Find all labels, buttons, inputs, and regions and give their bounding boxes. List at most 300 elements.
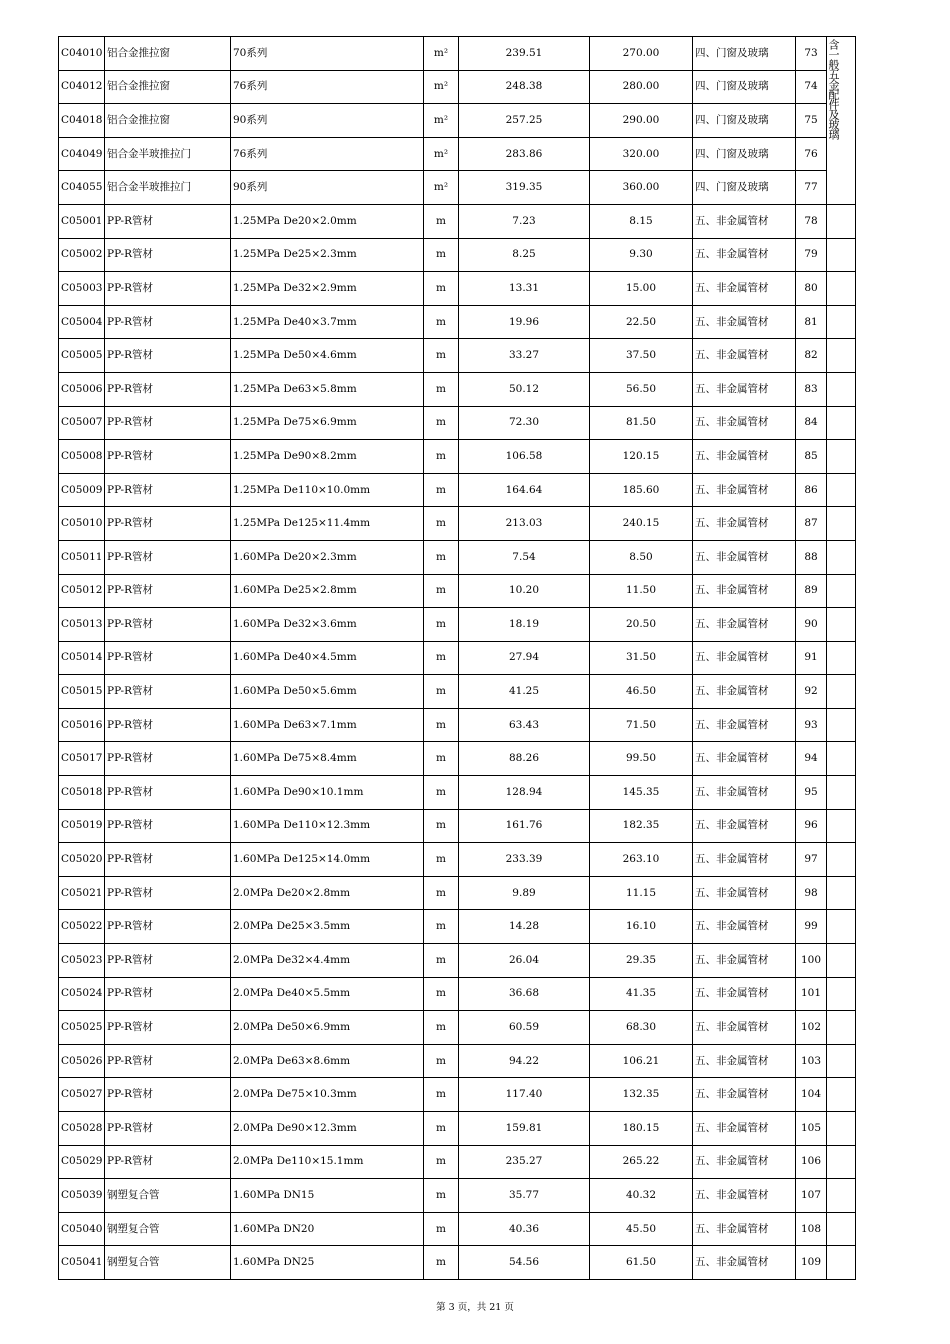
table-row (59, 809, 856, 843)
table-row (59, 608, 856, 642)
item-code: C04055 (59, 171, 105, 205)
item-spec: 2.0MPa De90×12.3mm (231, 1112, 424, 1146)
item-price-incl: 71.50 (590, 708, 693, 742)
item-name: PP-R管材 (105, 305, 231, 339)
item-price-excl: 13.31 (459, 272, 590, 306)
item-code: C05012 (59, 574, 105, 608)
item-price-excl: 26.04 (459, 944, 590, 978)
table-row (59, 171, 856, 205)
item-spec: 1.25MPa De20×2.0mm (231, 204, 424, 238)
item-code: C05009 (59, 473, 105, 507)
item-category: 五、非金属管材 (693, 1145, 796, 1179)
item-code: C05018 (59, 776, 105, 810)
item-number: 75 (796, 104, 827, 138)
item-number: 97 (796, 843, 827, 877)
item-spec: 1.60MPa De90×10.1mm (231, 776, 424, 810)
item-number: 78 (796, 204, 827, 238)
item-number: 74 (796, 70, 827, 104)
item-price-excl: 128.94 (459, 776, 590, 810)
item-category: 五、非金属管材 (693, 675, 796, 709)
item-spec: 2.0MPa De50×6.9mm (231, 1011, 424, 1045)
item-code: C05011 (59, 540, 105, 574)
table-row (59, 440, 856, 474)
item-unit: m (424, 238, 459, 272)
item-category: 五、非金属管材 (693, 574, 796, 608)
item-price-incl: 9.30 (590, 238, 693, 272)
item-code: C05013 (59, 608, 105, 642)
item-unit: m (424, 204, 459, 238)
item-name: PP-R管材 (105, 1078, 231, 1112)
table-row (59, 944, 856, 978)
item-code: C05040 (59, 1212, 105, 1246)
item-price-incl: 99.50 (590, 742, 693, 776)
item-price-excl: 40.36 (459, 1212, 590, 1246)
item-price-excl: 7.54 (459, 540, 590, 574)
item-number: 87 (796, 507, 827, 541)
item-price-excl: 10.20 (459, 574, 590, 608)
remark-cell (827, 1011, 856, 1045)
table-row (59, 204, 856, 238)
item-category: 五、非金属管材 (693, 305, 796, 339)
item-category: 四、门窗及玻璃 (693, 37, 796, 71)
item-number: 101 (796, 977, 827, 1011)
table-row (59, 574, 856, 608)
item-name: PP-R管材 (105, 1145, 231, 1179)
item-code: C05026 (59, 1044, 105, 1078)
remark-cell (827, 608, 856, 642)
item-price-excl: 33.27 (459, 339, 590, 373)
table-row (59, 910, 856, 944)
item-name: PP-R管材 (105, 574, 231, 608)
item-number: 91 (796, 641, 827, 675)
item-price-incl: 61.50 (590, 1246, 693, 1280)
item-price-incl: 240.15 (590, 507, 693, 541)
item-code: C05029 (59, 1145, 105, 1179)
item-name: 铝合金推拉窗 (105, 70, 231, 104)
item-price-excl: 159.81 (459, 1112, 590, 1146)
item-name: PP-R管材 (105, 272, 231, 306)
item-number: 89 (796, 574, 827, 608)
table-row (59, 70, 856, 104)
item-spec: 1.60MPa De125×14.0mm (231, 843, 424, 877)
item-category: 五、非金属管材 (693, 1011, 796, 1045)
remark-cell (827, 540, 856, 574)
remark-cell (827, 843, 856, 877)
table-row (59, 742, 856, 776)
item-number: 88 (796, 540, 827, 574)
item-unit: m (424, 540, 459, 574)
item-price-incl: 106.21 (590, 1044, 693, 1078)
item-price-incl: 11.15 (590, 876, 693, 910)
item-code: C05008 (59, 440, 105, 474)
item-name: PP-R管材 (105, 507, 231, 541)
item-name: 铝合金推拉窗 (105, 104, 231, 138)
table-row (59, 104, 856, 138)
item-name: PP-R管材 (105, 876, 231, 910)
item-code: C05006 (59, 372, 105, 406)
item-number: 77 (796, 171, 827, 205)
item-spec: 1.60MPa De110×12.3mm (231, 809, 424, 843)
remark-text: 含一般五金配件及玻璃 (827, 39, 840, 139)
item-spec: 1.25MPa De50×4.6mm (231, 339, 424, 373)
item-name: PP-R管材 (105, 406, 231, 440)
item-name: PP-R管材 (105, 1044, 231, 1078)
table-row (59, 305, 856, 339)
item-spec: 2.0MPa De63×8.6mm (231, 1044, 424, 1078)
item-number: 96 (796, 809, 827, 843)
item-price-incl: 81.50 (590, 406, 693, 440)
item-unit: m (424, 675, 459, 709)
table-row (59, 238, 856, 272)
item-category: 四、门窗及玻璃 (693, 104, 796, 138)
remark-cell (827, 305, 856, 339)
item-category: 五、非金属管材 (693, 272, 796, 306)
item-spec: 1.60MPa DN15 (231, 1179, 424, 1213)
item-category: 五、非金属管材 (693, 977, 796, 1011)
item-price-incl: 16.10 (590, 910, 693, 944)
item-name: PP-R管材 (105, 372, 231, 406)
item-spec: 1.25MPa De90×8.2mm (231, 440, 424, 474)
item-price-excl: 233.39 (459, 843, 590, 877)
item-price-excl: 9.89 (459, 876, 590, 910)
remark-cell (827, 944, 856, 978)
item-category: 五、非金属管材 (693, 406, 796, 440)
page-footer: 第 3 页，共 21 页 (436, 1302, 514, 1313)
item-unit: m (424, 1078, 459, 1112)
item-price-excl: 50.12 (459, 372, 590, 406)
item-price-excl: 27.94 (459, 641, 590, 675)
item-code: C04012 (59, 70, 105, 104)
item-number: 73 (796, 37, 827, 71)
item-spec: 1.25MPa De25×2.3mm (231, 238, 424, 272)
table-body (59, 37, 856, 1280)
item-name: PP-R管材 (105, 540, 231, 574)
item-spec: 1.25MPa De125×11.4mm (231, 507, 424, 541)
item-unit: m (424, 272, 459, 306)
item-price-excl: 213.03 (459, 507, 590, 541)
table-row (59, 1212, 856, 1246)
item-code: C05002 (59, 238, 105, 272)
item-price-excl: 72.30 (459, 406, 590, 440)
item-category: 五、非金属管材 (693, 944, 796, 978)
item-category: 五、非金属管材 (693, 876, 796, 910)
item-price-incl: 265.22 (590, 1145, 693, 1179)
remark-cell (827, 977, 856, 1011)
item-number: 83 (796, 372, 827, 406)
item-price-excl: 164.64 (459, 473, 590, 507)
item-name: PP-R管材 (105, 1112, 231, 1146)
item-name: 铝合金半玻推拉门 (105, 137, 231, 171)
item-code: C05023 (59, 944, 105, 978)
remark-cell (827, 574, 856, 608)
item-spec: 1.60MPa DN20 (231, 1212, 424, 1246)
item-spec: 1.25MPa De75×6.9mm (231, 406, 424, 440)
item-price-incl: 263.10 (590, 843, 693, 877)
item-number: 92 (796, 675, 827, 709)
item-price-incl: 40.32 (590, 1179, 693, 1213)
item-unit: m (424, 507, 459, 541)
item-code: C05021 (59, 876, 105, 910)
item-price-incl: 11.50 (590, 574, 693, 608)
table-row (59, 473, 856, 507)
item-category: 五、非金属管材 (693, 204, 796, 238)
remark-cell (827, 1179, 856, 1213)
item-name: PP-R管材 (105, 910, 231, 944)
remark-cell (827, 910, 856, 944)
item-price-excl: 8.25 (459, 238, 590, 272)
item-price-excl: 18.19 (459, 608, 590, 642)
item-category: 五、非金属管材 (693, 440, 796, 474)
item-code: C04018 (59, 104, 105, 138)
remark-cell (827, 1112, 856, 1146)
table-row (59, 641, 856, 675)
table-row (59, 137, 856, 171)
remark-cell (827, 675, 856, 709)
item-unit: m (424, 809, 459, 843)
item-unit: m² (424, 37, 459, 71)
item-spec: 1.60MPa De63×7.1mm (231, 708, 424, 742)
item-unit: m (424, 372, 459, 406)
item-price-incl: 290.00 (590, 104, 693, 138)
item-unit: m (424, 574, 459, 608)
item-number: 82 (796, 339, 827, 373)
item-code: C05024 (59, 977, 105, 1011)
item-number: 109 (796, 1246, 827, 1280)
item-spec: 1.60MPa De32×3.6mm (231, 608, 424, 642)
item-category: 五、非金属管材 (693, 372, 796, 406)
item-price-excl: 248.38 (459, 70, 590, 104)
item-price-incl: 56.50 (590, 372, 693, 406)
item-spec: 2.0MPa De110×15.1mm (231, 1145, 424, 1179)
item-category: 五、非金属管材 (693, 1212, 796, 1246)
item-spec: 1.25MPa De40×3.7mm (231, 305, 424, 339)
item-unit: m (424, 305, 459, 339)
item-name: PP-R管材 (105, 977, 231, 1011)
item-number: 102 (796, 1011, 827, 1045)
item-price-excl: 239.51 (459, 37, 590, 71)
item-code: C05020 (59, 843, 105, 877)
item-unit: m² (424, 70, 459, 104)
item-category: 五、非金属管材 (693, 641, 796, 675)
item-price-incl: 132.35 (590, 1078, 693, 1112)
item-spec: 1.25MPa De63×5.8mm (231, 372, 424, 406)
item-code: C05039 (59, 1179, 105, 1213)
item-category: 五、非金属管材 (693, 708, 796, 742)
item-number: 93 (796, 708, 827, 742)
item-number: 84 (796, 406, 827, 440)
item-spec: 2.0MPa De75×10.3mm (231, 1078, 424, 1112)
item-unit: m² (424, 104, 459, 138)
table-row (59, 1078, 856, 1112)
item-number: 98 (796, 876, 827, 910)
item-name: PP-R管材 (105, 708, 231, 742)
item-price-excl: 117.40 (459, 1078, 590, 1112)
remark-cell (827, 272, 856, 306)
item-price-incl: 15.00 (590, 272, 693, 306)
item-price-incl: 320.00 (590, 137, 693, 171)
item-price-excl: 14.28 (459, 910, 590, 944)
item-price-incl: 20.50 (590, 608, 693, 642)
item-number: 106 (796, 1145, 827, 1179)
remark-cell (827, 1246, 856, 1280)
item-code: C05017 (59, 742, 105, 776)
item-price-excl: 7.23 (459, 204, 590, 238)
item-name: PP-R管材 (105, 608, 231, 642)
item-name: PP-R管材 (105, 809, 231, 843)
item-spec: 76系列 (231, 70, 424, 104)
item-code: C05016 (59, 708, 105, 742)
table-row (59, 977, 856, 1011)
item-unit: m (424, 1179, 459, 1213)
item-spec: 1.60MPa De25×2.8mm (231, 574, 424, 608)
item-code: C05027 (59, 1078, 105, 1112)
item-price-excl: 36.68 (459, 977, 590, 1011)
item-price-excl: 319.35 (459, 171, 590, 205)
item-category: 五、非金属管材 (693, 1179, 796, 1213)
item-unit: m (424, 440, 459, 474)
item-category: 五、非金属管材 (693, 473, 796, 507)
item-category: 四、门窗及玻璃 (693, 137, 796, 171)
item-price-incl: 45.50 (590, 1212, 693, 1246)
table-row (59, 1179, 856, 1213)
item-price-excl: 161.76 (459, 809, 590, 843)
item-category: 五、非金属管材 (693, 339, 796, 373)
item-number: 76 (796, 137, 827, 171)
table-row (59, 507, 856, 541)
item-number: 104 (796, 1078, 827, 1112)
item-code: C04010 (59, 37, 105, 71)
remark-cell (827, 507, 856, 541)
remark-cell (827, 708, 856, 742)
item-spec: 2.0MPa De20×2.8mm (231, 876, 424, 910)
item-spec: 70系列 (231, 37, 424, 71)
item-price-excl: 235.27 (459, 1145, 590, 1179)
item-code: C05019 (59, 809, 105, 843)
item-spec: 90系列 (231, 104, 424, 138)
item-price-excl: 94.22 (459, 1044, 590, 1078)
item-price-incl: 31.50 (590, 641, 693, 675)
item-price-incl: 29.35 (590, 944, 693, 978)
item-unit: m (424, 1011, 459, 1045)
item-unit: m² (424, 137, 459, 171)
item-category: 五、非金属管材 (693, 1078, 796, 1112)
item-code: C05014 (59, 641, 105, 675)
remark-cell (827, 204, 856, 238)
item-number: 103 (796, 1044, 827, 1078)
item-name: 铝合金推拉窗 (105, 37, 231, 71)
item-name: 钢塑复合管 (105, 1179, 231, 1213)
item-name: 铝合金半玻推拉门 (105, 171, 231, 205)
item-unit: m (424, 1145, 459, 1179)
remark-cell (827, 37, 856, 205)
item-unit: m (424, 876, 459, 910)
item-name: PP-R管材 (105, 473, 231, 507)
item-price-incl: 8.15 (590, 204, 693, 238)
item-unit: m (424, 843, 459, 877)
item-price-incl: 68.30 (590, 1011, 693, 1045)
item-category: 五、非金属管材 (693, 608, 796, 642)
item-unit: m (424, 406, 459, 440)
item-price-excl: 60.59 (459, 1011, 590, 1045)
item-price-excl: 88.26 (459, 742, 590, 776)
item-code: C05041 (59, 1246, 105, 1280)
item-price-incl: 180.15 (590, 1112, 693, 1146)
item-category: 五、非金属管材 (693, 238, 796, 272)
remark-cell (827, 372, 856, 406)
item-category: 五、非金属管材 (693, 809, 796, 843)
item-price-excl: 63.43 (459, 708, 590, 742)
item-number: 95 (796, 776, 827, 810)
item-price-incl: 270.00 (590, 37, 693, 71)
remark-cell (827, 406, 856, 440)
item-unit: m (424, 1112, 459, 1146)
item-unit: m (424, 742, 459, 776)
table-row (59, 1112, 856, 1146)
item-code: C04049 (59, 137, 105, 171)
item-unit: m (424, 608, 459, 642)
table-row (59, 1145, 856, 1179)
item-spec: 1.60MPa DN25 (231, 1246, 424, 1280)
price-table (58, 36, 856, 1280)
item-name: PP-R管材 (105, 843, 231, 877)
item-code: C05015 (59, 675, 105, 709)
item-price-incl: 360.00 (590, 171, 693, 205)
item-name: PP-R管材 (105, 1011, 231, 1045)
item-number: 105 (796, 1112, 827, 1146)
item-name: PP-R管材 (105, 204, 231, 238)
remark-cell (827, 742, 856, 776)
item-name: 钢塑复合管 (105, 1246, 231, 1280)
item-name: PP-R管材 (105, 776, 231, 810)
item-spec: 1.60MPa De40×4.5mm (231, 641, 424, 675)
table-row (59, 708, 856, 742)
item-unit: m (424, 1212, 459, 1246)
item-category: 四、门窗及玻璃 (693, 70, 796, 104)
item-name: PP-R管材 (105, 641, 231, 675)
item-price-incl: 182.35 (590, 809, 693, 843)
item-number: 85 (796, 440, 827, 474)
item-name: PP-R管材 (105, 742, 231, 776)
table-row (59, 540, 856, 574)
item-price-incl: 280.00 (590, 70, 693, 104)
table-row (59, 776, 856, 810)
item-name: PP-R管材 (105, 944, 231, 978)
item-number: 108 (796, 1212, 827, 1246)
table-row (59, 1246, 856, 1280)
item-code: C05010 (59, 507, 105, 541)
item-code: C05001 (59, 204, 105, 238)
table-row (59, 675, 856, 709)
table-row (59, 843, 856, 877)
table-row (59, 37, 856, 71)
item-price-excl: 19.96 (459, 305, 590, 339)
item-number: 86 (796, 473, 827, 507)
item-spec: 2.0MPa De25×3.5mm (231, 910, 424, 944)
item-price-excl: 257.25 (459, 104, 590, 138)
remark-cell (827, 776, 856, 810)
item-name: 钢塑复合管 (105, 1212, 231, 1246)
item-category: 五、非金属管材 (693, 540, 796, 574)
table-row (59, 339, 856, 373)
remark-cell (827, 1078, 856, 1112)
remark-cell (827, 876, 856, 910)
item-number: 80 (796, 272, 827, 306)
item-code: C05003 (59, 272, 105, 306)
item-spec: 90系列 (231, 171, 424, 205)
item-price-incl: 8.50 (590, 540, 693, 574)
item-spec: 1.25MPa De32×2.9mm (231, 272, 424, 306)
table-row (59, 272, 856, 306)
